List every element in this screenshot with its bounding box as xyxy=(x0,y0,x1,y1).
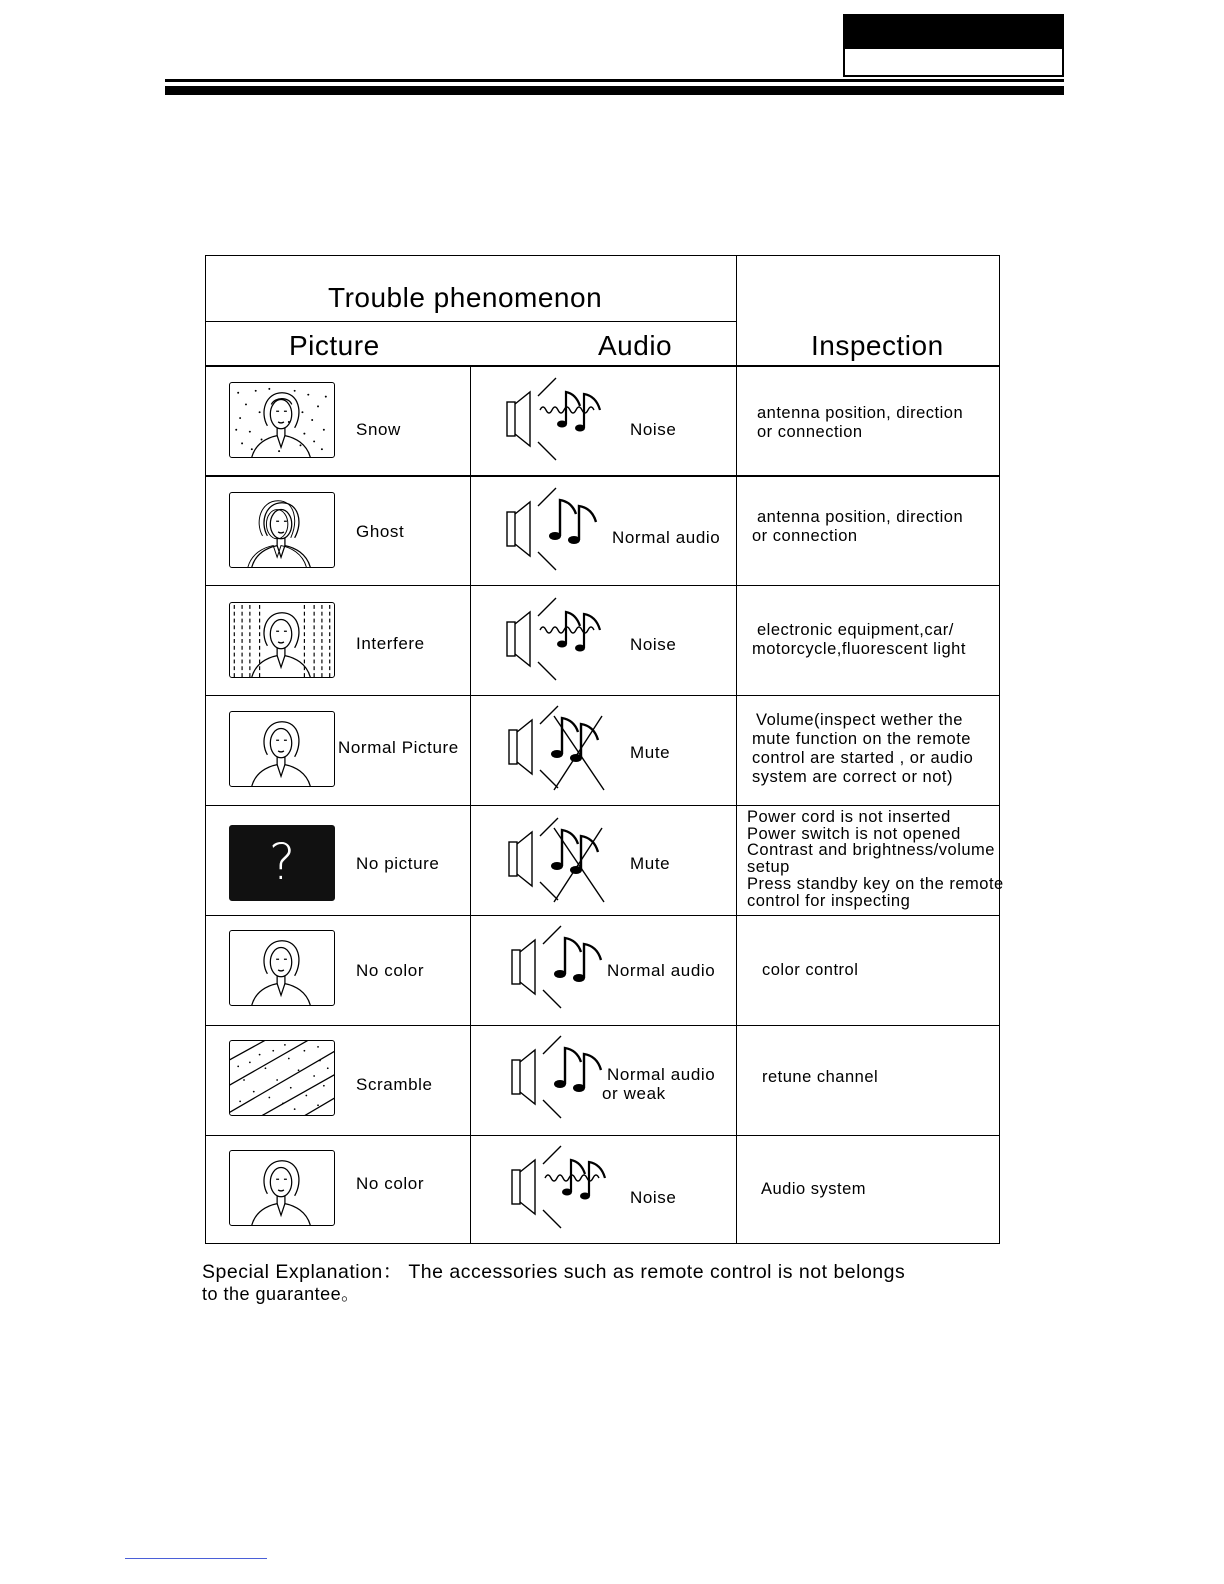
inspection-line: retune channel xyxy=(762,1068,879,1086)
normal-screen-icon xyxy=(229,1150,335,1226)
inspection-line: control for inspecting xyxy=(747,891,911,910)
picture-label: No color xyxy=(356,961,425,980)
audio-label: Normal audio xyxy=(607,961,716,980)
footer-line: Special Explanation： The accessories such as remote control is not belongs xyxy=(202,1261,906,1283)
inspection-line: Audio system xyxy=(761,1180,867,1198)
audio-label: Mute xyxy=(630,743,671,762)
speaker-mute-icon xyxy=(502,814,632,914)
grid-line xyxy=(206,475,1000,477)
audio-label: Noise xyxy=(630,1188,677,1207)
grid-line xyxy=(206,1135,1000,1136)
inspection-text xyxy=(752,508,963,546)
question-screen-icon xyxy=(229,825,335,901)
grid-line xyxy=(206,1025,1000,1026)
inspection-line: or connection xyxy=(757,423,863,441)
inspection-line: Power switch is not opened xyxy=(747,824,961,843)
normal-screen-icon xyxy=(229,930,335,1006)
inspection-text xyxy=(762,1068,878,1087)
ghost-screen-icon xyxy=(229,492,335,568)
audio-label xyxy=(602,1065,715,1103)
picture-label: Scramble xyxy=(356,1075,433,1094)
audio-label: Normal audio xyxy=(612,528,721,547)
speaker-noise-icon xyxy=(505,1142,635,1242)
normal-screen-icon xyxy=(229,711,335,787)
footer-line: to the guarantee。 xyxy=(202,1284,360,1304)
picture-label: No color xyxy=(356,1174,425,1193)
inspection-line: motorcycle,fluorescent light xyxy=(752,640,966,658)
inspection-line: electronic equipment,car/ xyxy=(757,621,954,639)
header-rule-thick xyxy=(165,86,1064,95)
grid-line xyxy=(206,585,1000,586)
picture-label: No picture xyxy=(356,854,440,873)
grid-line xyxy=(206,695,1000,696)
picture-label: Snow xyxy=(356,420,401,439)
inspection-text xyxy=(761,1180,866,1199)
inspection-text xyxy=(752,621,966,659)
inspection-line: Volume(inspect wether the xyxy=(756,711,963,729)
grid-line xyxy=(736,256,737,1244)
audio-label-line: or weak xyxy=(602,1084,666,1103)
header-inspection: Inspection xyxy=(811,330,944,361)
inspection-text xyxy=(747,809,1004,909)
footer-link-rule xyxy=(125,1558,267,1559)
inspection-line: Power cord is not inserted xyxy=(747,808,951,826)
question-mark-glyph: ? xyxy=(268,833,296,891)
inspection-line: or connection xyxy=(752,527,858,545)
speaker-noise-icon xyxy=(500,374,630,474)
header-tab-block xyxy=(843,14,1064,49)
grid-line xyxy=(206,805,1000,806)
audio-label: Noise xyxy=(630,635,677,654)
header-tab-label-box xyxy=(843,49,1064,77)
audio-label: Mute xyxy=(630,854,671,873)
picture-label: Ghost xyxy=(356,522,405,541)
inspection-line: mute function on the remote xyxy=(752,730,971,748)
speaker-noise-icon xyxy=(500,594,630,694)
inspection-line: antenna position, direction xyxy=(757,404,964,422)
picture-label: Interfere xyxy=(356,634,425,653)
header-trouble-phenomenon: Trouble phenomenon xyxy=(328,282,603,313)
picture-label: Normal Picture xyxy=(338,738,459,757)
inspection-line: setup xyxy=(747,858,790,877)
grid-line xyxy=(206,915,1000,916)
audio-label-line: Normal audio xyxy=(607,1065,716,1084)
inspection-text xyxy=(752,711,973,787)
special-explanation xyxy=(202,1261,905,1305)
header-picture: Picture xyxy=(289,330,380,361)
grid-line xyxy=(206,365,1000,367)
scramble-screen-icon xyxy=(229,1040,335,1116)
audio-label: Noise xyxy=(630,420,677,439)
inspection-line: system are correct or not) xyxy=(752,768,953,786)
grid-line xyxy=(206,321,736,322)
inspection-text xyxy=(757,404,963,442)
inspection-line: Contrast and brightness/volume xyxy=(747,841,995,860)
inspection-line: antenna position, direction xyxy=(757,508,964,526)
speaker-notes-icon xyxy=(500,484,630,584)
inspection-text xyxy=(762,961,858,980)
header-audio: Audio xyxy=(598,330,673,361)
interfere-screen-icon xyxy=(229,602,335,678)
inspection-line: Press standby key on the remote xyxy=(747,874,1004,893)
inspection-line: control are started , or audio xyxy=(752,749,974,767)
inspection-line: color control xyxy=(762,961,859,979)
header-rule-thin xyxy=(165,79,1064,82)
snow-screen-icon xyxy=(229,382,335,458)
speaker-mute-icon xyxy=(502,702,632,802)
